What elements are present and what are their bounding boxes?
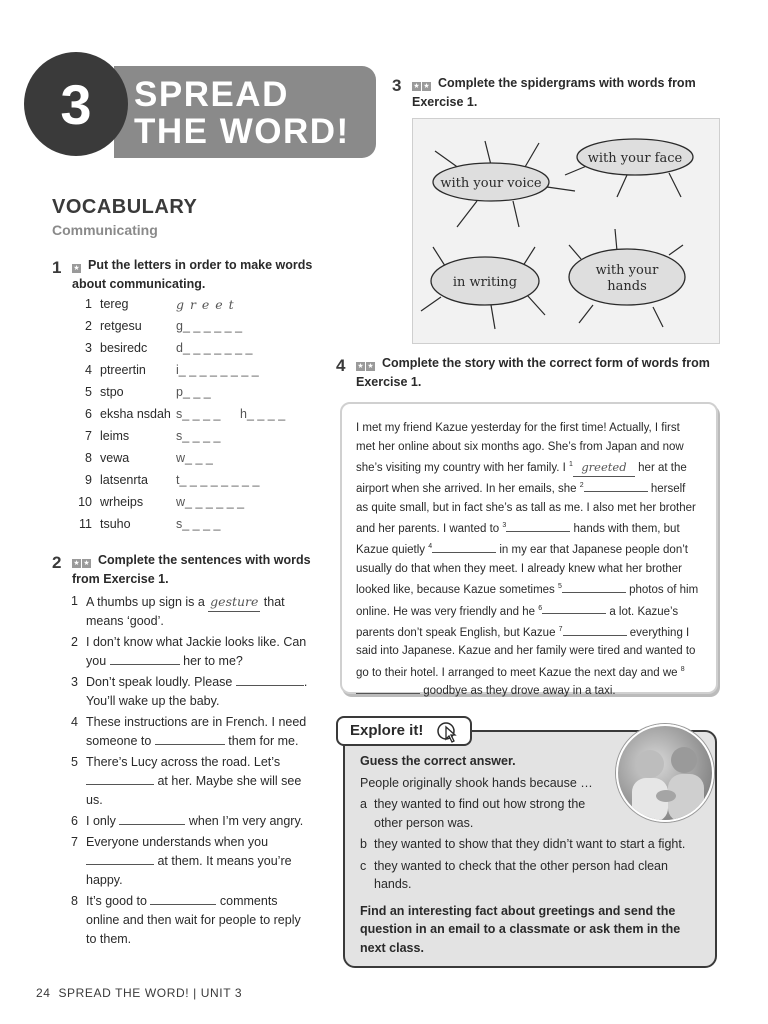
- answer-blank[interactable]: s_ _ _ _: [176, 429, 221, 443]
- list-item: 6 eksha nsdah: [85, 407, 171, 421]
- unit-title-line1: SPREAD: [134, 75, 289, 114]
- answer-blank[interactable]: w_ _ _ _ _ _: [176, 495, 245, 509]
- answer-blank[interactable]: t_ _ _ _ _ _ _ _: [176, 473, 260, 487]
- exercise-3-instruction: ★ ★ Complete the spidergrams with words from Exercise 1.: [412, 76, 696, 109]
- answer-blank[interactable]: i_ _ _ _ _ _ _ _: [176, 363, 259, 377]
- list-item: 1 A thumbs up sign is a gesture that means ‘good’.: [71, 594, 285, 628]
- answer-blank[interactable]: h_ _ _ _: [240, 407, 286, 421]
- answer-blank[interactable]: [432, 552, 496, 553]
- answer-blank[interactable]: p_ _ _: [176, 385, 211, 399]
- list-item: 2 I don’t know what Jackie looks like. Can you her to me?: [71, 635, 307, 668]
- unit-title-banner: [114, 66, 376, 158]
- list-item: 3 Don’t speak loudly. Please . You’ll wake up the baby.: [71, 675, 308, 708]
- answer-blank[interactable]: [542, 613, 606, 614]
- list-item: 7 leims: [85, 429, 130, 443]
- difficulty-stars-icon: ★ ★: [413, 83, 430, 90]
- spidergram-label-writing: in writing: [452, 275, 518, 290]
- explore-question: Guess the correct answer.: [360, 754, 516, 768]
- exercise-4-number: 4: [336, 356, 346, 375]
- exercise-1-instruction: ★ Put the letters in order to make words about communicating.: [72, 258, 313, 291]
- explore-tab: Explore it!: [336, 716, 472, 746]
- spidergram-label-hands-2: hands: [607, 279, 647, 294]
- answer-blank[interactable]: [119, 824, 185, 825]
- spidergram-label-hands-1: with your: [595, 263, 659, 278]
- option-c[interactable]: c they wanted to check that the other person had clean hands.: [360, 858, 668, 891]
- answer-blank[interactable]: s_ _ _ _: [176, 517, 221, 531]
- exercise-2-instruction: ★ ★ Complete the sentences with words from Exercise 1.: [72, 553, 311, 586]
- spidergram-label-face: with your face: [587, 151, 683, 166]
- story-text: I met my friend Kazue yesterday for the first time! Actually, I first met her online about six months ago. She’s from Japan and now she’s visiting my country with her family. I $^1$ greeted her at the airport when she arrived. In her emails, she $^2$ herself as quite small, but in fact she’s as tall as me. I also met her brother and her parents. I wanted to $^3$ hands with them, but Kazue quietly $^4$ in my ear that Japanese people don’t usually do that when they meet. I already knew what her brother looked like, because Kazue sometimes $^5$ photos of him online. He was very friendly and he $^6$ a lot. Kazue’s parents don’t speak English, but Kazue $^7$ everything I said into Japanese. Kazue and her family were tired and wanted to go to their hotel. I arranged to meet Kazue the next day and we $^8$ goodbye as they drove away in a taxi.: [356, 422, 699, 698]
- list-item: 5 stpo: [85, 385, 124, 399]
- answer-blank[interactable]: [86, 784, 154, 785]
- answer-blank[interactable]: g_ _ _ _ _ _: [176, 319, 243, 333]
- list-item: 6 I only when I’m very angry.: [71, 814, 304, 828]
- exercise-3-number: 3: [392, 76, 402, 95]
- answer-blank[interactable]: s_ _ _ _: [176, 407, 221, 421]
- answer-blank[interactable]: d_ _ _ _ _ _ _: [176, 341, 253, 355]
- exercise-2-sentences: [71, 592, 318, 951]
- option-b[interactable]: b they wanted to show that they didn’t want to start a fight.: [360, 837, 686, 851]
- page-number: 24: [36, 986, 51, 1000]
- answer-text: gesture: [208, 592, 260, 612]
- answer-text: greeted: [573, 458, 635, 478]
- explore-prompt: People originally shook hands because …: [360, 775, 593, 790]
- list-item: 3 besiredc: [85, 341, 148, 355]
- answer-blank[interactable]: [236, 685, 304, 686]
- spidergram-diagram: [413, 119, 719, 343]
- section-subtitle: Communicating: [52, 222, 158, 238]
- spidergram-panel: [412, 118, 720, 344]
- answer-blank[interactable]: [563, 635, 627, 636]
- answer-blank[interactable]: [506, 531, 570, 532]
- section-title: VOCABULARY: [52, 196, 198, 218]
- list-item: 1 tereg: [85, 297, 129, 311]
- unit-number-badge: 3: [24, 52, 128, 156]
- list-item: 4 ptreertin: [85, 363, 146, 377]
- answer-blank[interactable]: [356, 693, 420, 694]
- list-item: 4 These instructions are in French. I need someone to them for me.: [71, 715, 307, 748]
- answer-blank[interactable]: [155, 744, 225, 745]
- answer-blank[interactable]: [86, 864, 154, 865]
- spidergram-label-voice: with your voice: [440, 176, 542, 191]
- exercise-4-instruction: ★ ★ Complete the story with the correct form of words from Exercise 1.: [356, 356, 710, 389]
- option-a[interactable]: a they wanted to find out how strong the other person was.: [360, 797, 586, 830]
- explore-task: Find an interesting fact about greetings and send the question in an email to a classmate or ask them in the next class.: [360, 903, 681, 955]
- difficulty-stars-icon: ★ ★: [357, 363, 374, 370]
- answer-blank[interactable]: [110, 664, 180, 665]
- exercise-1-number: 1: [52, 258, 62, 277]
- answer-blank[interactable]: [562, 592, 626, 593]
- answer-blank[interactable]: [150, 904, 216, 905]
- explore-content: [360, 752, 700, 957]
- list-item: 5 There’s Lucy across the road. Let’s at her. Maybe she will see us.: [71, 755, 302, 807]
- cursor-click-icon: [436, 721, 462, 743]
- page-footer: [36, 986, 242, 1000]
- footer-text: SPREAD THE WORD! | UNIT 3: [58, 986, 243, 1000]
- answer-text: g r e e t: [176, 297, 235, 312]
- list-item: 8 vewa: [85, 451, 130, 465]
- answer-blank[interactable]: w_ _ _: [176, 451, 213, 465]
- list-item: 11 tsuho: [79, 517, 131, 531]
- difficulty-stars-icon: ★ ★: [73, 560, 90, 567]
- list-item: 8 It’s good to comments online and then wait for people to reply to them.: [71, 894, 301, 946]
- difficulty-stars-icon: ★: [73, 265, 80, 272]
- unit-title-line2: THE WORD!: [134, 112, 350, 151]
- list-item: 7 Everyone understands when you at them. It means you’re happy.: [71, 835, 292, 887]
- list-item: 2 retgesu: [85, 319, 142, 333]
- list-item: 10 wrheips: [78, 495, 144, 509]
- list-item: 9 latsenrta: [85, 473, 148, 487]
- answer-blank[interactable]: [584, 491, 648, 492]
- exercise-2-number: 2: [52, 553, 62, 572]
